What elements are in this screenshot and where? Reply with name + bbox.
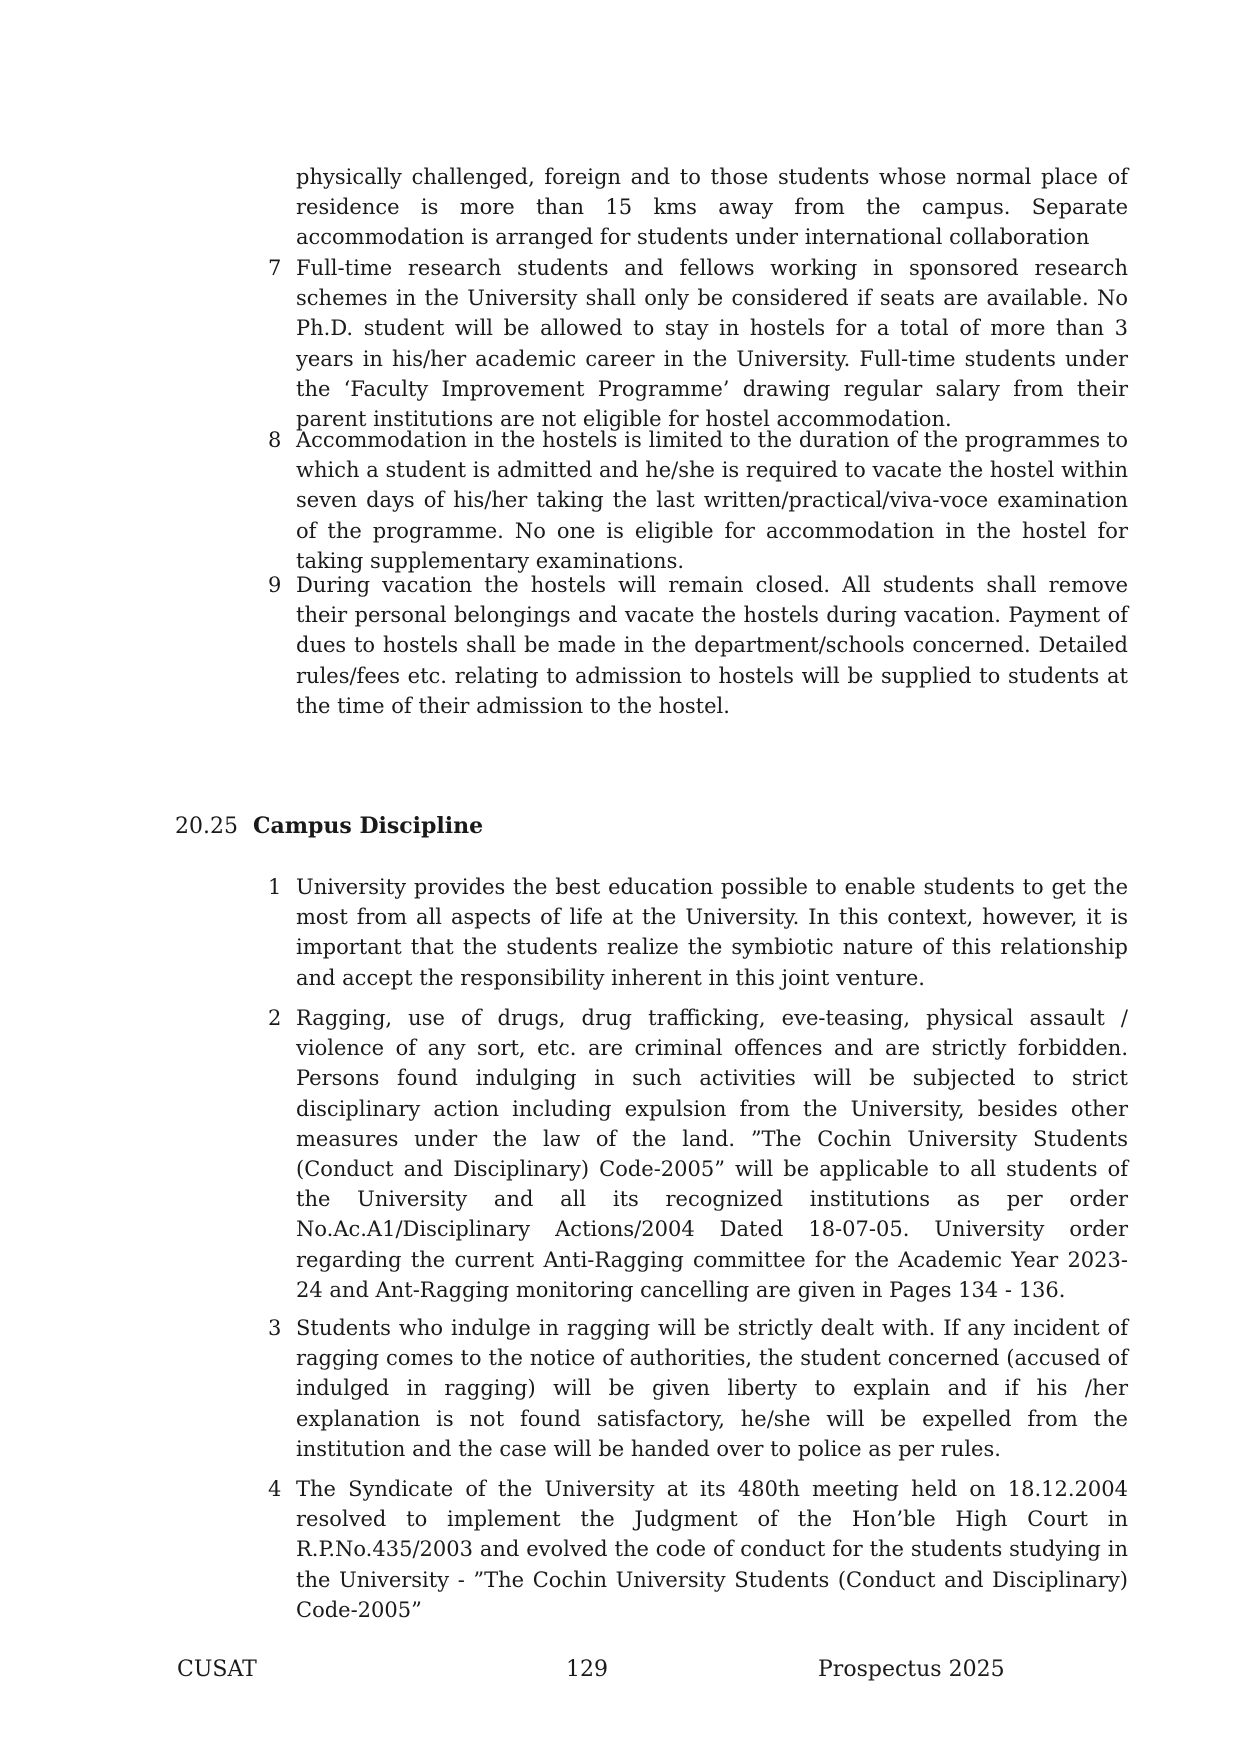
list-item-number: 8 (268, 428, 282, 452)
list-item-text: During vacation the hostels will remain closed. All students shall remove their personal belongings and vacate the hostels during vacation. Payment of dues to hostels shall be made in the department/schools concerned. Detailed rules/fees etc. relating to admission to hostels will be supplied to students at the time of their admission to the hostel. (296, 573, 1128, 718)
list-item-text: Students who indulge in ragging will be strictly dealt with. If any incident of ragging comes to the notice of authorities, the student concerned (accused of indulged in ragging) will be given liberty to explain and if his /her explanation is not found satisfactory, he/she will be expelled from the institution and the case will be handed over to police as per rules. (296, 1316, 1128, 1461)
list-item-number: 1 (268, 875, 282, 899)
section-title: Campus Discipline (252, 813, 484, 839)
list-item-number: 9 (268, 573, 282, 597)
footer-page-number: 129 (566, 1657, 608, 1682)
list-item-text: Ragging, use of drugs, drug trafficking, eve-teasing, physical assault / violence of any sort, etc. are criminal offences and are strictly forbidden. Persons found indulging in such activities will be subjected to strict disciplinary action including expulsion from the University, besides other measures under the law of the land. ”The Cochin University Students (Conduct and Disciplinary) Code-2005” will be applicable to all students of the University and all its recognized institutions as per order No.Ac.A1/Disciplinary Actions/2004 Dated 18-07-05. University order regarding the current Anti-Ragging committee for the Academic Year 2023-24 and Ant-Ragging monitoring cancelling are given in Pages 134 - 136. (296, 1006, 1128, 1302)
list-item-hostel-7 (268, 253, 1128, 434)
intro-paragraph: physically challenged, foreign and to those students whose normal place of residence is more than 15 kms away from the campus. Separate accommodation is arranged for students under international collaboration (296, 165, 1128, 250)
list-item-number: 7 (268, 256, 282, 280)
list-item-discipline-4 (268, 1474, 1128, 1625)
list-item-number: 4 (268, 1477, 282, 1501)
footer-publication: Prospectus 2025 (818, 1657, 1005, 1682)
footer-institution: CUSAT (177, 1657, 257, 1682)
list-item-number: 3 (268, 1316, 282, 1340)
list-item-number: 2 (268, 1006, 282, 1030)
section-heading (175, 811, 483, 842)
list-item-discipline-2 (268, 1003, 1128, 1305)
list-item-text: The Syndicate of the University at its 480th meeting held on 18.12.2004 resolved to implement the Judgment of the Hon’ble High Court in R.P.No.435/2003 and evolved the code of conduct for the students studying in the University - ”The Cochin University Students (Conduct and Disciplinary) Code-2005” (296, 1477, 1128, 1622)
list-item-discipline-3 (268, 1313, 1128, 1464)
list-item-text: University provides the best education possible to enable students to get the most from all aspects of life at the University. In this context, however, it is important that the students realize the symbiotic nature of this relationship and accept the responsibility inherent in this joint venture. (296, 875, 1128, 990)
section-number: 20.25 (175, 814, 238, 839)
list-item-text: Full-time research students and fellows working in sponsored research schemes in the University shall only be considered if seats are available. No Ph.D. student will be allowed to stay in hostels for a total of more than 3 years in his/her academic career in the University. Full-time students under the ‘Faculty Improvement Programme’ drawing regular salary from their parent institutions are not eligible for hostel accommodation. (296, 256, 1128, 432)
list-item-hostel-8 (268, 425, 1128, 576)
list-item-hostel-9 (268, 570, 1128, 721)
list-item-text: Accommodation in the hostels is limited to the duration of the programmes to which a student is admitted and he/she is required to vacate the hostel within seven days of his/her taking the last written/practical/viva-voce examination of the programme. No one is eligible for accommodation in the hostel for taking supplementary examinations. (296, 428, 1128, 573)
list-item-discipline-1 (268, 872, 1128, 993)
